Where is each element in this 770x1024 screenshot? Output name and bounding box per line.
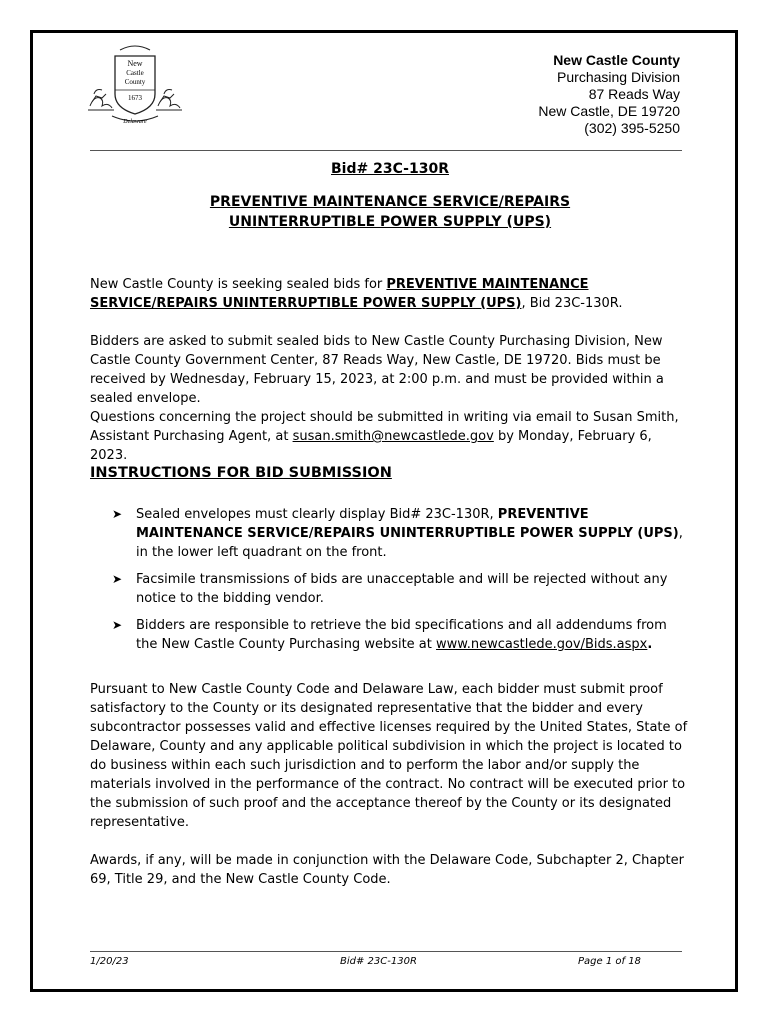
licensing-paragraph: Pursuant to New Castle County Code and Delaware Law, each bidder must submit proof satisfactory to the County or its designated representative that the bidder and every subcontractor possesses valid and effective licenses required by the United States, State of Delaware, County and any applicable political subdivision in which the project is located to do business within each such jurisdiction and to perform the labor and/or supply the materials involved in the performance of the contract. No contract will be executed prior to the submission of such proof and the acceptance thereof by the County or its designated representative.	[90, 682, 688, 830]
org-name: New Castle County	[553, 52, 680, 68]
header-divider	[90, 150, 682, 151]
footer-page-number: Page 1 of 18	[578, 956, 641, 967]
questions-deadline: by Monday, February 6, 2023.	[90, 429, 652, 463]
submission-paragraph: Bidders are asked to submit sealed bids to New Castle County Purchasing Division, New Castle County Government Center, 87 Reads Way, New Castle, DE 19720. Bids must be received by Wednesday, February 15, 2023, at 2:00 p.m. and must be provided within a sealed envelope.	[90, 334, 664, 406]
instructions-heading: INSTRUCTIONS FOR BID SUBMISSION	[90, 465, 392, 481]
arrow-bullet-icon: ➤	[112, 507, 123, 521]
bullet-3-tail: .	[647, 637, 653, 652]
seal-text-castle: Castle	[126, 69, 144, 77]
bullet-2-text: Facsimile transmissions of bids are unacceptable and will be rejected without any notice to the bidding vendor.	[136, 572, 668, 606]
list-item	[90, 570, 690, 608]
questions-paragraph	[90, 408, 690, 465]
bullet-1-tail: , in the lower left quadrant on the front.	[136, 526, 683, 560]
bullet-1-text: Sealed envelopes must clearly display Bid# 23C-130R,	[136, 507, 498, 522]
city-state-zip: New Castle, DE 19720	[538, 103, 680, 119]
contact-email-link[interactable]: susan.smith@newcastlede.gov	[292, 429, 494, 444]
bids-website-link[interactable]: www.newcastlede.gov/Bids.aspx	[436, 637, 648, 652]
arrow-bullet-icon: ➤	[112, 618, 123, 632]
questions-text: Questions concerning the project should be submitted in writing via email to Susan Smith, Assistant Purchasing Agent, at	[90, 410, 679, 444]
footer-date: 1/20/23	[90, 956, 129, 967]
list-item	[90, 616, 690, 654]
bid-title	[90, 192, 690, 232]
arrow-bullet-icon: ➤	[112, 572, 123, 586]
awards-paragraph: Awards, if any, will be made in conjunction with the Delaware Code, Subchapter 2, Chapter 69, Title 29, and the New Castle County Code.	[90, 853, 684, 887]
seal-text-new: New	[127, 59, 143, 68]
seal-text-county: County	[124, 78, 146, 86]
footer-bid-number: Bid# 23C-130R	[340, 956, 417, 967]
footer-divider	[90, 951, 682, 952]
bid-number-title: Bid# 23C-130R	[331, 161, 449, 177]
intro-text: New Castle County is seeking sealed bids for	[90, 277, 387, 292]
bid-title-line-1: PREVENTIVE MAINTENANCE SERVICE/REPAIRS	[209, 194, 571, 210]
seal-text-year: 1673	[128, 94, 142, 102]
list-item	[90, 505, 690, 562]
intro-project-name: PREVENTIVE MAINTENANCE SERVICE/REPAIRS UNINTERRUPTIBLE POWER SUPPLY (UPS)	[90, 277, 589, 311]
letterhead-address	[538, 52, 680, 137]
county-seal-logo	[82, 44, 188, 126]
seal-text-banner: Delaware	[123, 119, 147, 125]
intro-paragraph	[90, 275, 690, 313]
bullet-3-text: Bidders are responsible to retrieve the bid specifications and all addendums from the New Castle County Purchasing website at	[136, 618, 667, 652]
bid-title-line-2: UNINTERRUPTIBLE POWER SUPPLY (UPS)	[228, 214, 552, 230]
bullet-1-project: PREVENTIVE MAINTENANCE SERVICE/REPAIRS UNINTERRUPTIBLE POWER SUPPLY (UPS)	[136, 507, 679, 541]
instructions-list	[90, 505, 690, 662]
division-name: Purchasing Division	[557, 69, 680, 85]
street-address: 87 Reads Way	[588, 86, 680, 102]
intro-bid-ref: , Bid 23C-130R.	[521, 296, 623, 311]
phone-number: (302) 395-5250	[584, 120, 680, 136]
